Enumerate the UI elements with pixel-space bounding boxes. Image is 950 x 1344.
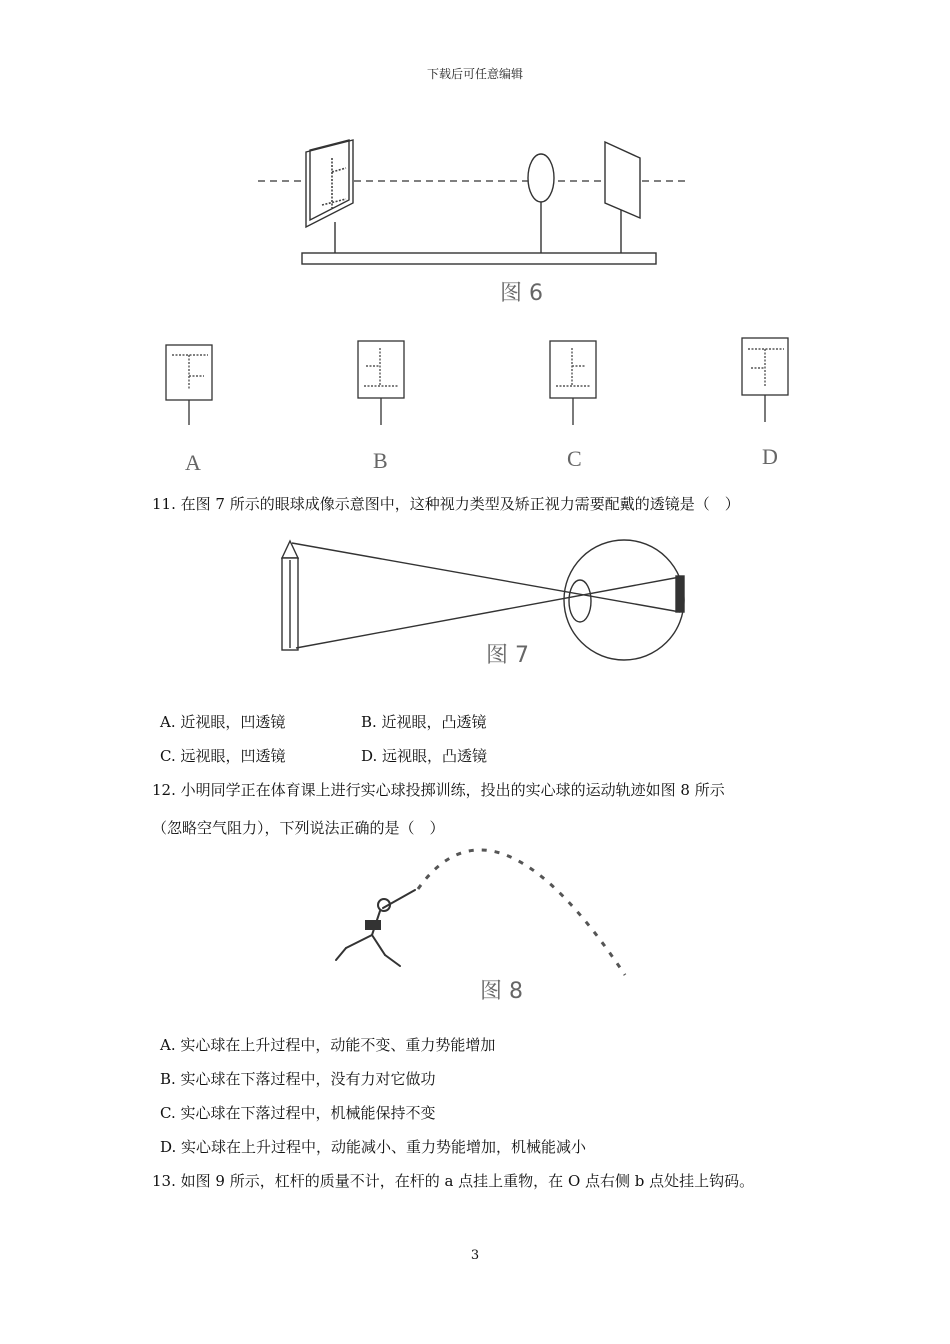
figure-8-caption: 图 8 — [480, 979, 523, 1004]
option-label-a: A — [185, 450, 201, 475]
q12-stem-line-2: （忽略空气阻力），下列说法正确的是（ ） — [152, 819, 445, 837]
q12-option-c: C. 实心球在下落过程中，机械能保持不变 — [160, 1104, 436, 1122]
q12-option-b: B. 实心球在下落过程中，没有力对它做功 — [160, 1070, 436, 1088]
page-header: 下载后可任意编辑 — [426, 67, 523, 81]
figure-7-caption: 图 7 — [486, 643, 529, 668]
q11-option-c: C. 远视眼，凹透镜 — [160, 747, 286, 765]
q11-option-b: B. 近视眼，凸透镜 — [361, 713, 487, 731]
q11-stem: 11. 在图 7 所示的眼球成像示意图中，这种视力类型及矫正视力需要配戴的透镜是（ ） — [152, 495, 740, 513]
q11-option-d: D. 远视眼，凸透镜 — [361, 747, 488, 765]
q12-stem-line-1: 12. 小明同学正在体育课上进行实心球投掷训练，投出的实心球的运动轨迹如图 8 所示 — [152, 781, 725, 799]
q12-option-a: A. 实心球在上升过程中，动能不变、重力势能增加 — [160, 1036, 496, 1054]
option-label-c: C — [567, 446, 582, 471]
q11-option-a: A. 近视眼，凹透镜 — [160, 713, 286, 731]
page-number: 3 — [470, 1248, 480, 1263]
option-label-d: D — [762, 444, 778, 469]
q12-option-d: D. 实心球在上升过程中，动能减小、重力势能增加，机械能减小 — [160, 1138, 587, 1156]
q13-stem: 13. 如图 9 所示，杠杆的质量不计，在杆的 a 点挂上重物，在 O 点右侧 b 点处挂上钩码。 — [152, 1172, 755, 1190]
option-label-b: B — [373, 448, 388, 473]
figure-6-caption: 图 6 — [500, 281, 543, 306]
